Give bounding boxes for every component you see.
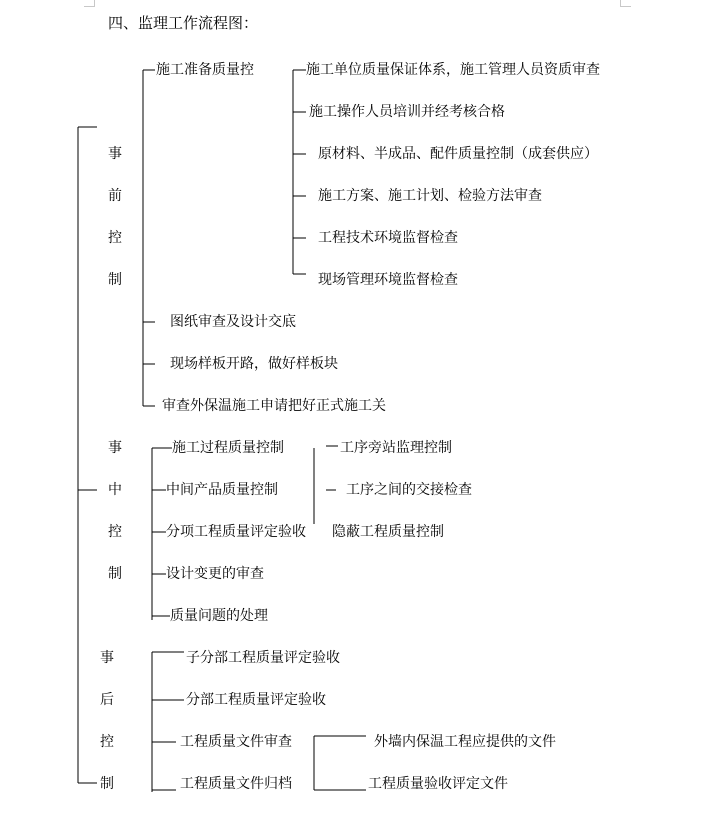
during-sub-item-concealed-work: 隐蔽工程质量控制: [332, 524, 444, 540]
prep-item-6: 现场管理环境监督检查: [318, 272, 458, 288]
during-item-intermediate-product: 中间产品质量控制: [166, 482, 278, 498]
after-item-document-review: 工程质量文件审查: [180, 734, 292, 750]
during-label-char-1: 事: [108, 440, 122, 456]
during-label-char-2: 中: [108, 482, 122, 498]
before-item-drawing-review: 图纸审查及设计交底: [170, 314, 296, 330]
after-label-char-4: 制: [100, 776, 114, 792]
after-label-char-2: 后: [100, 692, 114, 708]
during-item-quality-issue: 质量问题的处理: [170, 608, 268, 624]
during-label-char-4: 制: [108, 566, 122, 582]
after-item-sub-division-acceptance: 子分部工程质量评定验收: [186, 650, 340, 666]
section-title: 四、监理工作流程图：: [108, 14, 259, 32]
prep-item-3: 原材料、半成品、配件质量控制（成套供应）: [318, 146, 598, 162]
during-item-process-quality: 施工过程质量控制: [172, 440, 284, 456]
after-item-division-acceptance: 分部工程质量评定验收: [186, 692, 326, 708]
before-label-char-4: 制: [108, 272, 122, 288]
prep-quality-node: 施工准备质量控: [156, 62, 254, 78]
during-sub-item-handover: 工序之间的交接检查: [346, 482, 472, 498]
before-label-char-1: 事: [108, 146, 122, 162]
before-item-sample-board: 现场样板开路，做好样板块: [170, 356, 338, 372]
after-sub-item-acceptance-documents: 工程质量验收评定文件: [368, 776, 508, 792]
after-label-char-1: 事: [100, 650, 114, 666]
before-label-char-3: 控: [108, 230, 122, 246]
before-label-char-2: 前: [108, 188, 122, 204]
prep-item-1: 施工单位质量保证体系，施工管理人员资质审查: [306, 62, 600, 78]
during-label-char-3: 控: [108, 524, 122, 540]
after-item-document-archive: 工程质量文件归档: [180, 776, 292, 792]
during-sub-item-side-station: 工序旁站监理控制: [340, 440, 452, 456]
after-sub-item-insulation-documents: 外墙内保温工程应提供的文件: [374, 734, 556, 750]
prep-item-5: 工程技术环境监督检查: [318, 230, 458, 246]
prep-item-2: 施工操作人员培训并经考核合格: [309, 104, 505, 120]
prep-item-4: 施工方案、施工计划、检验方法审查: [318, 188, 542, 204]
during-item-design-change: 设计变更的审查: [166, 566, 264, 582]
before-item-construction-application: 审查外保温施工申请把好正式施工关: [162, 398, 386, 414]
during-item-subitem-acceptance: 分项工程质量评定验收: [166, 524, 306, 540]
after-label-char-3: 控: [100, 734, 114, 750]
